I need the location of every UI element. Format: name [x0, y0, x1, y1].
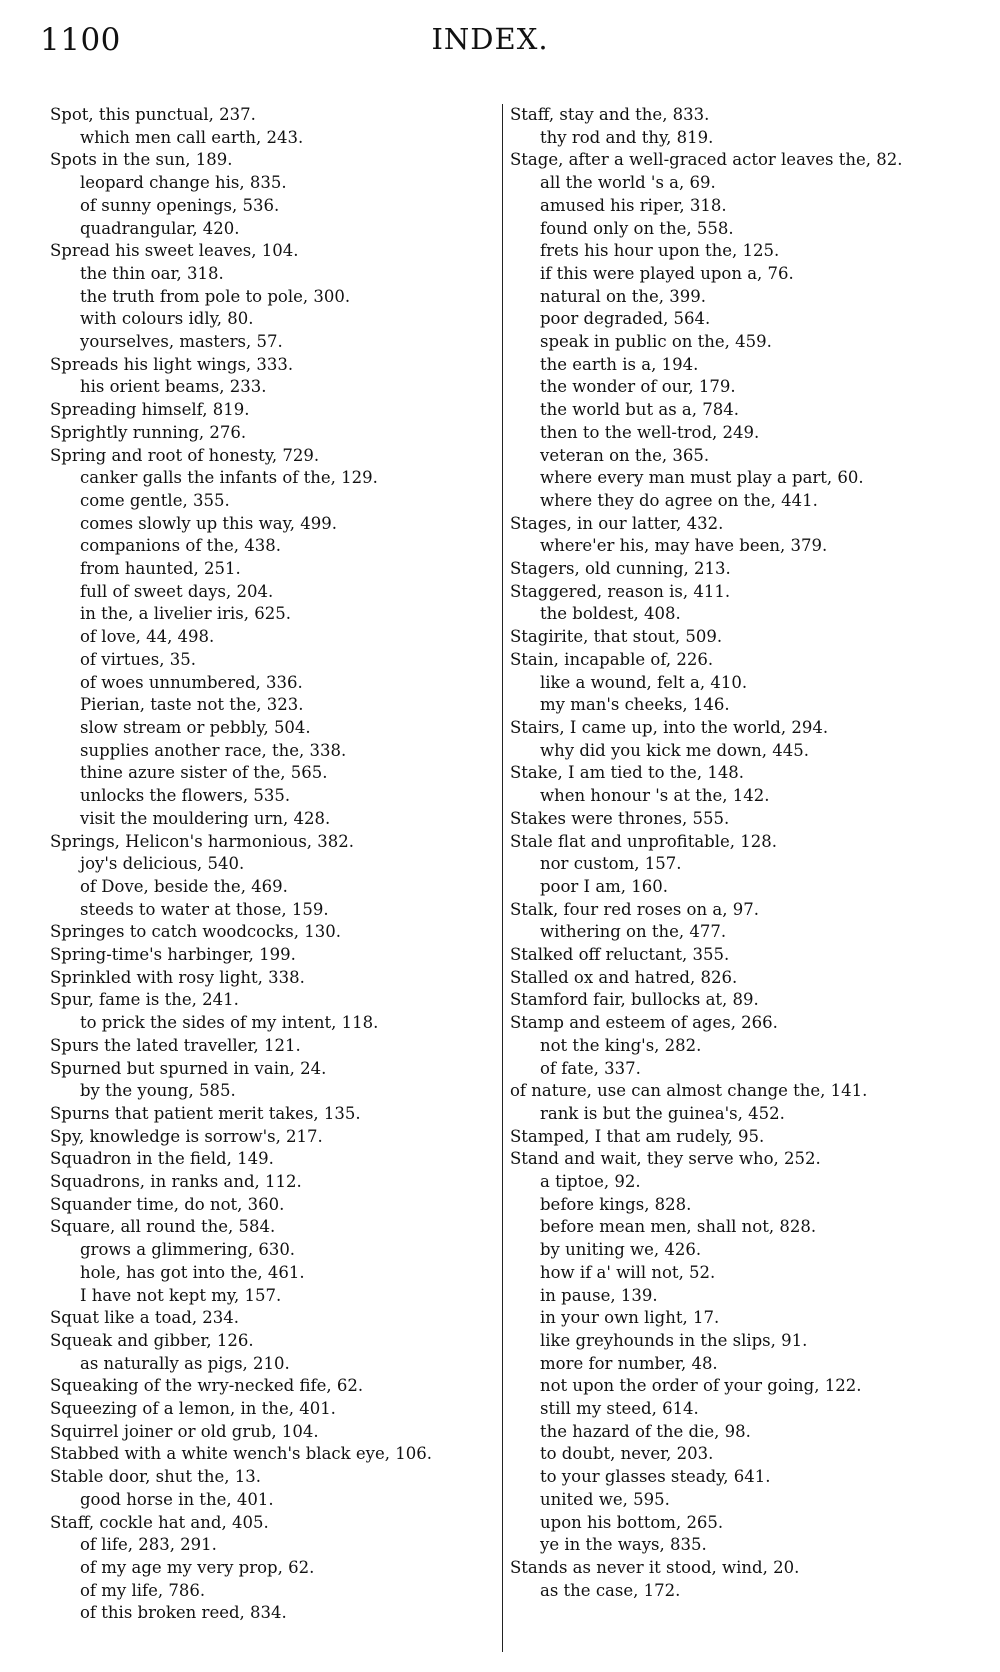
index-subentry: of sunny openings, 536.: [80, 195, 280, 215]
index-subentry: amused his riper, 318.: [540, 195, 727, 215]
page-title: INDEX.: [431, 22, 549, 56]
index-entry: Stakes were thrones, 555.: [510, 808, 730, 828]
index-subentry: upon his bottom, 265.: [540, 1512, 724, 1532]
index-subentry: of virtues, 35.: [80, 649, 196, 669]
index-subentry: comes slowly up this way, 499.: [80, 513, 337, 533]
index-entry: Stage, after a well-graced actor leaves the, 82.: [510, 150, 903, 170]
index-subentry: supplies another race, the, 338.: [80, 740, 347, 760]
index-subentry: like greyhounds in the slips, 91.: [540, 1330, 808, 1350]
index-entry: Spur, fame is the, 241.: [50, 990, 239, 1010]
index-entry: Spot, this punctual, 237.: [50, 105, 256, 124]
index-subentry: of life, 283, 291.: [80, 1535, 217, 1555]
index-subentry: Pierian, taste not the, 323.: [80, 695, 304, 715]
index-subentry: united we, 595.: [540, 1489, 670, 1509]
index-subentry: the earth is a, 194.: [540, 354, 699, 374]
index-subentry: found only on the, 558.: [540, 218, 734, 238]
index-subentry: the hazard of the die, 98.: [540, 1421, 751, 1441]
index-entry: Stabbed with a white wench's black eye, 106.: [50, 1444, 432, 1464]
index-subentry: to prick the sides of my intent, 118.: [80, 1013, 379, 1033]
index-subentry: poor I am, 160.: [540, 876, 669, 896]
index-subentry: grows a glimmering, 630.: [80, 1240, 296, 1260]
index-subentry: joy's delicious, 540.: [80, 854, 245, 874]
index-subentry: which men call earth, 243.: [80, 127, 304, 147]
index-entry: Springes to catch woodcocks, 130.: [50, 922, 341, 942]
index-subentry: of nature, use can almost change the, 141.: [510, 1081, 868, 1101]
index-column-right: [510, 104, 960, 1602]
index-subentry: before mean men, shall not, 828.: [540, 1217, 817, 1237]
index-subentry: from haunted, 251.: [80, 559, 241, 579]
index-entry: Squat like a toad, 234.: [50, 1308, 240, 1328]
index-entry: Spreads his light wings, 333.: [50, 354, 294, 374]
index-entry: Spots in the sun, 189.: [50, 150, 233, 170]
index-entry: Stagers, old cunning, 213.: [510, 559, 731, 579]
index-entry: Staggered, reason is, 411.: [510, 581, 731, 601]
index-subentry: before kings, 828.: [540, 1194, 692, 1214]
page-number: 1100: [40, 22, 121, 58]
index-subentry: the world but as a, 784.: [540, 400, 739, 420]
index-subentry: poor degraded, 564.: [540, 309, 711, 329]
index-subentry: the wonder of our, 179.: [540, 377, 736, 397]
index-subentry: of my life, 786.: [80, 1580, 206, 1600]
index-entry: Stairs, I came up, into the world, 294.: [510, 717, 829, 737]
index-subentry: speak in public on the, 459.: [540, 332, 772, 352]
index-entry: Stages, in our latter, 432.: [510, 513, 724, 533]
index-subentry: yourselves, masters, 57.: [80, 332, 283, 352]
index-subentry: full of sweet days, 204.: [80, 581, 274, 601]
index-entry: Square, all round the, 584.: [50, 1217, 276, 1237]
index-subentry: withering on the, 477.: [540, 922, 727, 942]
index-entry: Stalk, four red roses on a, 97.: [510, 899, 759, 919]
index-subentry: how if a' will not, 52.: [540, 1262, 716, 1282]
index-entry: Squadron in the field, 149.: [50, 1149, 274, 1169]
index-subentry: of my age my very prop, 62.: [80, 1558, 315, 1577]
index-subentry: thine azure sister of the, 565.: [80, 763, 328, 783]
index-entry: Staff, stay and the, 833.: [510, 105, 710, 124]
index-entry: Stamford fair, bullocks at, 89.: [510, 990, 759, 1010]
index-entry: Spread his sweet leaves, 104.: [50, 241, 299, 261]
index-subentry: with colours idly, 80.: [80, 309, 254, 329]
index-subentry: a tiptoe, 92.: [540, 1172, 641, 1192]
index-subentry: if this were played upon a, 76.: [540, 263, 794, 283]
index-subentry: of love, 44, 498.: [80, 627, 215, 647]
index-entry: Springs, Helicon's harmonious, 382.: [50, 831, 355, 851]
index-subentry: his orient beams, 233.: [80, 377, 267, 397]
index-subentry: leopard change his, 835.: [80, 173, 287, 193]
index-subentry: where every man must play a part, 60.: [540, 468, 864, 488]
index-subentry: then to the well-trod, 249.: [540, 422, 760, 442]
index-entry: Stake, I am tied to the, 148.: [510, 763, 745, 783]
index-subentry: as the case, 172.: [540, 1580, 681, 1600]
index-subentry: in the, a livelier iris, 625.: [80, 604, 291, 624]
index-entry: Stamped, I that am rudely, 95.: [510, 1126, 765, 1146]
index-subentry: thy rod and thy, 819.: [540, 127, 714, 147]
index-subentry: veteran on the, 365.: [540, 445, 710, 465]
index-subentry: where they do agree on the, 441.: [540, 490, 818, 510]
index-entry: Spring-time's harbinger, 199.: [50, 945, 296, 965]
index-subentry: of woes unnumbered, 336.: [80, 672, 303, 692]
index-subentry: I have not kept my, 157.: [80, 1285, 282, 1305]
index-entry: Sprinkled with rosy light, 338.: [50, 967, 305, 987]
index-subentry: hole, has got into the, 461.: [80, 1262, 305, 1282]
index-entry: Spurs the lated traveller, 121.: [50, 1035, 301, 1055]
index-entry: Stands as never it stood, wind, 20.: [510, 1558, 800, 1577]
index-subentry: still my steed, 614.: [540, 1399, 699, 1419]
index-entry: Squeak and gibber, 126.: [50, 1330, 254, 1350]
index-entry: Squadrons, in ranks and, 112.: [50, 1172, 302, 1192]
index-subentry: more for number, 48.: [540, 1353, 718, 1373]
index-entry: Sprightly running, 276.: [50, 422, 247, 442]
index-entry: Stalled ox and hatred, 826.: [510, 967, 738, 987]
index-subentry: frets his hour upon the, 125.: [540, 241, 780, 261]
index-subentry: rank is but the guinea's, 452.: [540, 1103, 785, 1123]
index-entry: Stalked off reluctant, 355.: [510, 945, 730, 965]
index-subentry: of this broken reed, 834.: [80, 1603, 287, 1623]
index-subentry: not upon the order of your going, 122.: [540, 1376, 862, 1396]
index-subentry: by uniting we, 426.: [540, 1240, 702, 1260]
index-subentry: to doubt, never, 203.: [540, 1444, 714, 1464]
index-subentry: slow stream or pebbly, 504.: [80, 717, 311, 737]
index-subentry: the boldest, 408.: [540, 604, 681, 624]
index-entry: Spring and root of honesty, 729.: [50, 445, 320, 465]
index-entry: Spurns that patient merit takes, 135.: [50, 1103, 361, 1123]
index-entry: Stamp and esteem of ages, 266.: [510, 1013, 778, 1033]
index-subentry: quadrangular, 420.: [80, 218, 240, 238]
index-subentry: where'er his, may have been, 379.: [540, 536, 828, 556]
index-subentry: steeds to water at those, 159.: [80, 899, 329, 919]
index-subentry: visit the mouldering urn, 428.: [80, 808, 331, 828]
index-entry: Spy, knowledge is sorrow's, 217.: [50, 1126, 323, 1146]
index-entry: Squirrel joiner or old grub, 104.: [50, 1421, 319, 1441]
index-subentry: canker galls the infants of the, 129.: [80, 468, 378, 488]
index-subentry: like a wound, felt a, 410.: [540, 672, 748, 692]
index-entry: Stable door, shut the, 13.: [50, 1467, 261, 1487]
index-subentry: companions of the, 438.: [80, 536, 281, 556]
index-subentry: nor custom, 157.: [540, 854, 682, 874]
index-entry: Stagirite, that stout, 509.: [510, 627, 723, 647]
index-entry: Squeaking of the wry-necked fife, 62.: [50, 1376, 364, 1396]
index-subentry: natural on the, 399.: [540, 286, 707, 306]
index-subentry: of fate, 337.: [540, 1058, 641, 1078]
index-entry: Stand and wait, they serve who, 252.: [510, 1149, 821, 1169]
index-subentry: the thin oar, 318.: [80, 263, 224, 283]
index-entry: Squeezing of a lemon, in the, 401.: [50, 1399, 336, 1419]
index-subentry: all the world 's a, 69.: [540, 173, 716, 193]
index-subentry: unlocks the flowers, 535.: [80, 786, 291, 806]
index-subentry: to your glasses steady, 641.: [540, 1467, 771, 1487]
index-subentry: good horse in the, 401.: [80, 1489, 274, 1509]
index-entry: Staff, cockle hat and, 405.: [50, 1512, 269, 1532]
index-subentry: come gentle, 355.: [80, 490, 230, 510]
index-subentry: the truth from pole to pole, 300.: [80, 286, 351, 306]
index-entry: Stain, incapable of, 226.: [510, 649, 714, 669]
index-subentry: when honour 's at the, 142.: [540, 786, 770, 806]
index-subentry: as naturally as pigs, 210.: [80, 1353, 290, 1373]
index-entry: Spurned but spurned in vain, 24.: [50, 1058, 327, 1078]
index-column-left: [50, 104, 490, 1625]
index-subentry: my man's cheeks, 146.: [540, 695, 730, 715]
index-subentry: in pause, 139.: [540, 1285, 658, 1305]
index-subentry: not the king's, 282.: [540, 1035, 702, 1055]
index-subentry: of Dove, beside the, 469.: [80, 876, 288, 896]
index-entry: Spreading himself, 819.: [50, 400, 250, 420]
page-header: [40, 22, 960, 72]
index-subentry: ye in the ways, 835.: [540, 1535, 707, 1555]
index-subentry: by the young, 585.: [80, 1081, 236, 1101]
index-subentry: in your own light, 17.: [540, 1308, 720, 1328]
index-entry: Stale flat and unprofitable, 128.: [510, 831, 777, 851]
index-subentry: why did you kick me down, 445.: [540, 740, 809, 760]
column-divider: [502, 104, 503, 1652]
index-entry: Squander time, do not, 360.: [50, 1194, 285, 1214]
